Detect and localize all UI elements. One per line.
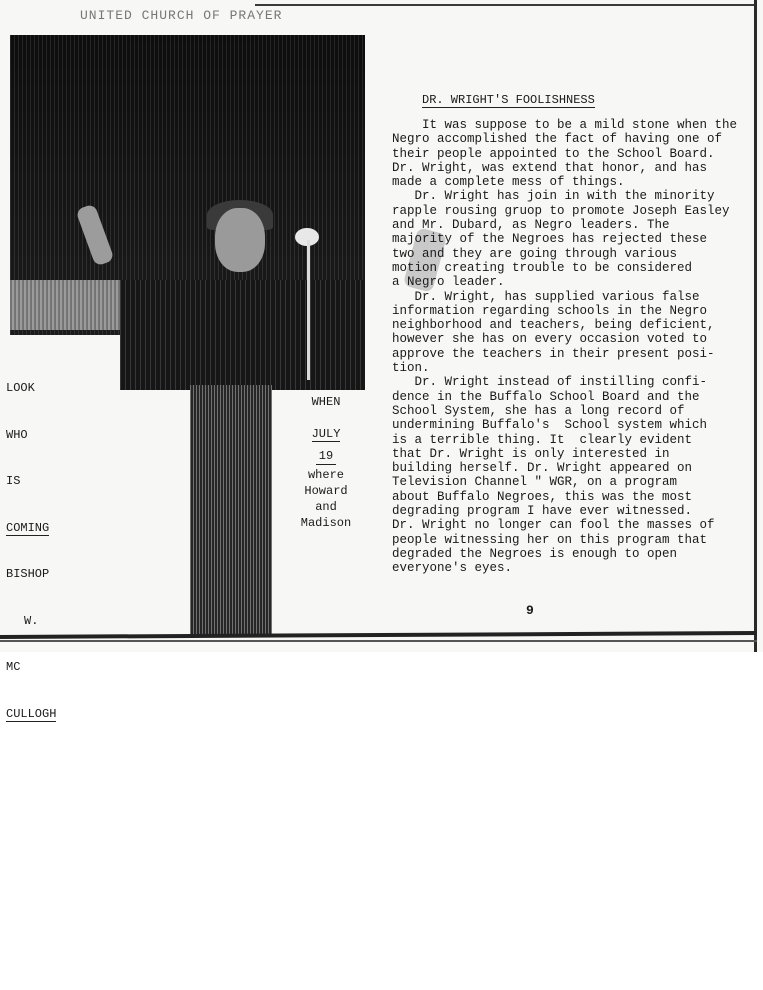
caption-line-text: CULLOGH bbox=[6, 706, 57, 721]
caption-line: MC bbox=[6, 660, 21, 674]
microphone-stand bbox=[307, 240, 310, 380]
caption-line: IS bbox=[6, 474, 21, 488]
street-1: Howard bbox=[304, 484, 348, 498]
article-title: DR. WRIGHT'S FOOLISHNESS bbox=[422, 93, 595, 107]
event-month-text: JULY bbox=[311, 427, 341, 441]
bottom-rule bbox=[0, 631, 757, 639]
speaker-figure bbox=[75, 80, 365, 310]
article-body: It was suppose to be a mild stone when the Negro accomplished the fact of having one of their people appointed to the School Board. Dr. Wright, was extend that honor, and has made a complete mess of things. Dr. Wright has join in with the minority rapple rousing gruop to promote Joseph Easley and Mr. Dubard, as Negro leaders. The majority of the Negroes has rejected these two and they are going through various motion creating trouble to be considered a Negro leader. Dr. Wright, has supplied various false information regarding schools in the Negro neighborhood and teachers, being deficient, however she has on every occasion voted to approve the teachers in their present posi- tion. Dr. Wright instead of instilling confi- dence in the Buffalo School Board and the School System, she has a long record of undermining Buffalo's School system which is a terrible thing. It clearly evident that Dr. Wright is only interested in building herself. Dr. Wright appeared on Television Channel " WGR, on a program about Buffalo Negroes, this was the most degrading program I have ever witnessed. Dr. Wright no longer can fool the masses of people witnessing her on this program that degraded the Negroes is enough to open everyone's eyes. bbox=[392, 118, 738, 576]
caption-line: WHO bbox=[6, 427, 28, 442]
caption-line-text: COMING bbox=[6, 520, 50, 535]
caption-line: BISHOP bbox=[6, 567, 50, 581]
event-month bbox=[296, 426, 356, 442]
event-details bbox=[296, 394, 356, 531]
street-2: Madison bbox=[300, 516, 352, 530]
photo-strip bbox=[190, 385, 272, 635]
event-day: 19 bbox=[318, 449, 334, 463]
speaker-arm-left bbox=[75, 203, 114, 266]
bottom-rule-shadow bbox=[0, 640, 757, 642]
speaker-face bbox=[215, 208, 265, 272]
when-label: WHEN bbox=[311, 395, 341, 409]
and-label: and bbox=[315, 500, 337, 514]
caption-line bbox=[6, 521, 106, 537]
caption-line bbox=[6, 707, 106, 723]
top-rule bbox=[255, 4, 755, 6]
page-header: UNITED CHURCH OF PRAYER bbox=[80, 8, 283, 23]
article bbox=[392, 90, 742, 576]
page-edge bbox=[754, 0, 757, 652]
caption-line: W. bbox=[24, 613, 39, 628]
page-number: 9 bbox=[526, 603, 534, 618]
caption-line: LOOK bbox=[6, 381, 35, 395]
caption-column bbox=[6, 350, 106, 753]
where-label: where bbox=[307, 468, 344, 482]
divider bbox=[316, 464, 336, 465]
